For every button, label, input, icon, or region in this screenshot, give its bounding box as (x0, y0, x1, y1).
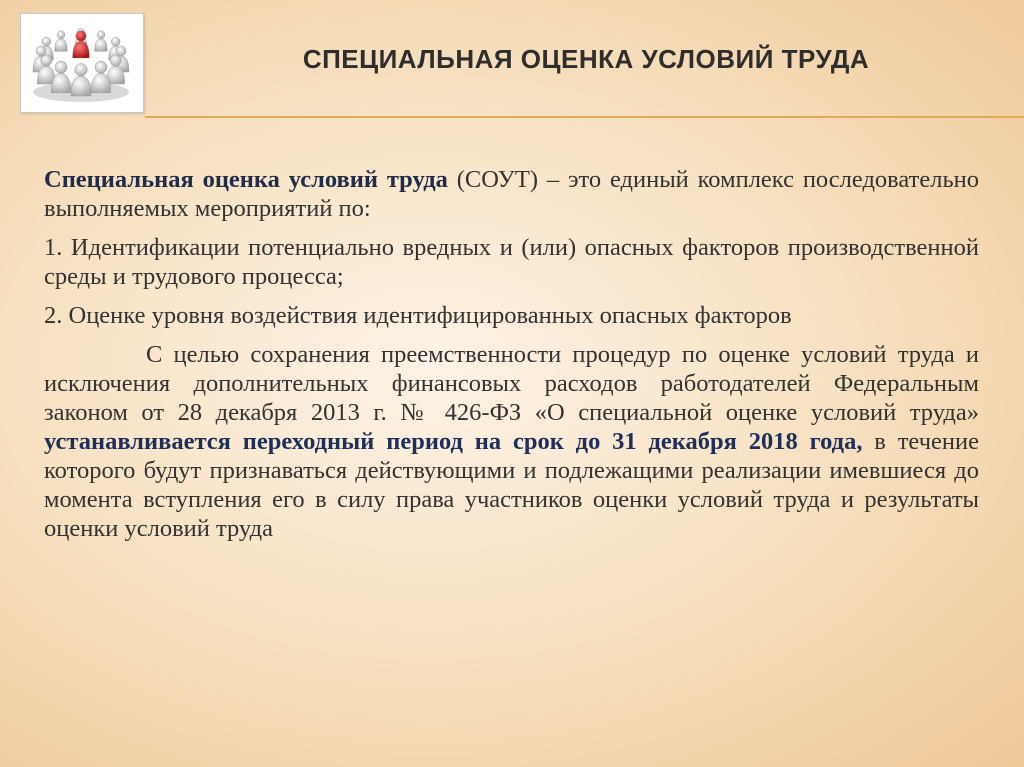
person-figure (91, 61, 110, 93)
transition-paragraph (44, 340, 979, 543)
person-figure (51, 61, 70, 93)
list-item-2: 2. Оценке уровня воздействия идентифицированных опасных факторов (44, 302, 792, 329)
slide-body (44, 165, 979, 553)
definition-text: (СОУТ) – это единый комплекс последовательно выполняемых мероприятий по: (44, 166, 979, 222)
logo-image (20, 13, 144, 113)
person-figure (95, 31, 108, 51)
transition-highlight: устанавливается переходный период на срок до 31 декабря 2018 года, (44, 428, 863, 455)
slide-title: СПЕЦИАЛЬНАЯ ОЦЕНКА УСЛОВИЙ ТРУДА (302, 44, 870, 74)
title-divider (145, 116, 1024, 118)
transition-text-start: С целью сохранения преемственности процедур по оценке условий труда и исключения дополнительных финансовых расходов работодателей Федеральным законом от 28 декабря 2013 г. № 426-ФЗ «О специальной оценке условий труда» (44, 341, 979, 426)
leader-figure (73, 31, 90, 58)
transition-text-end: в течение которого будут признаваться действующими и подлежащими реализации имевшиеся до момента вступления его в силу права участников оценки условий труда и результаты оценки условий труда (44, 428, 979, 542)
definition-term: Специальная оценка условий труда (44, 166, 448, 193)
person-figure (71, 64, 91, 97)
person-figure (55, 31, 68, 51)
people-circle-icon (21, 14, 143, 112)
list-item-1: 1. Идентификации потенциально вредных и (или) опасных факторов производственной среды и трудового процесса; (44, 234, 979, 290)
definition-paragraph (44, 165, 979, 223)
